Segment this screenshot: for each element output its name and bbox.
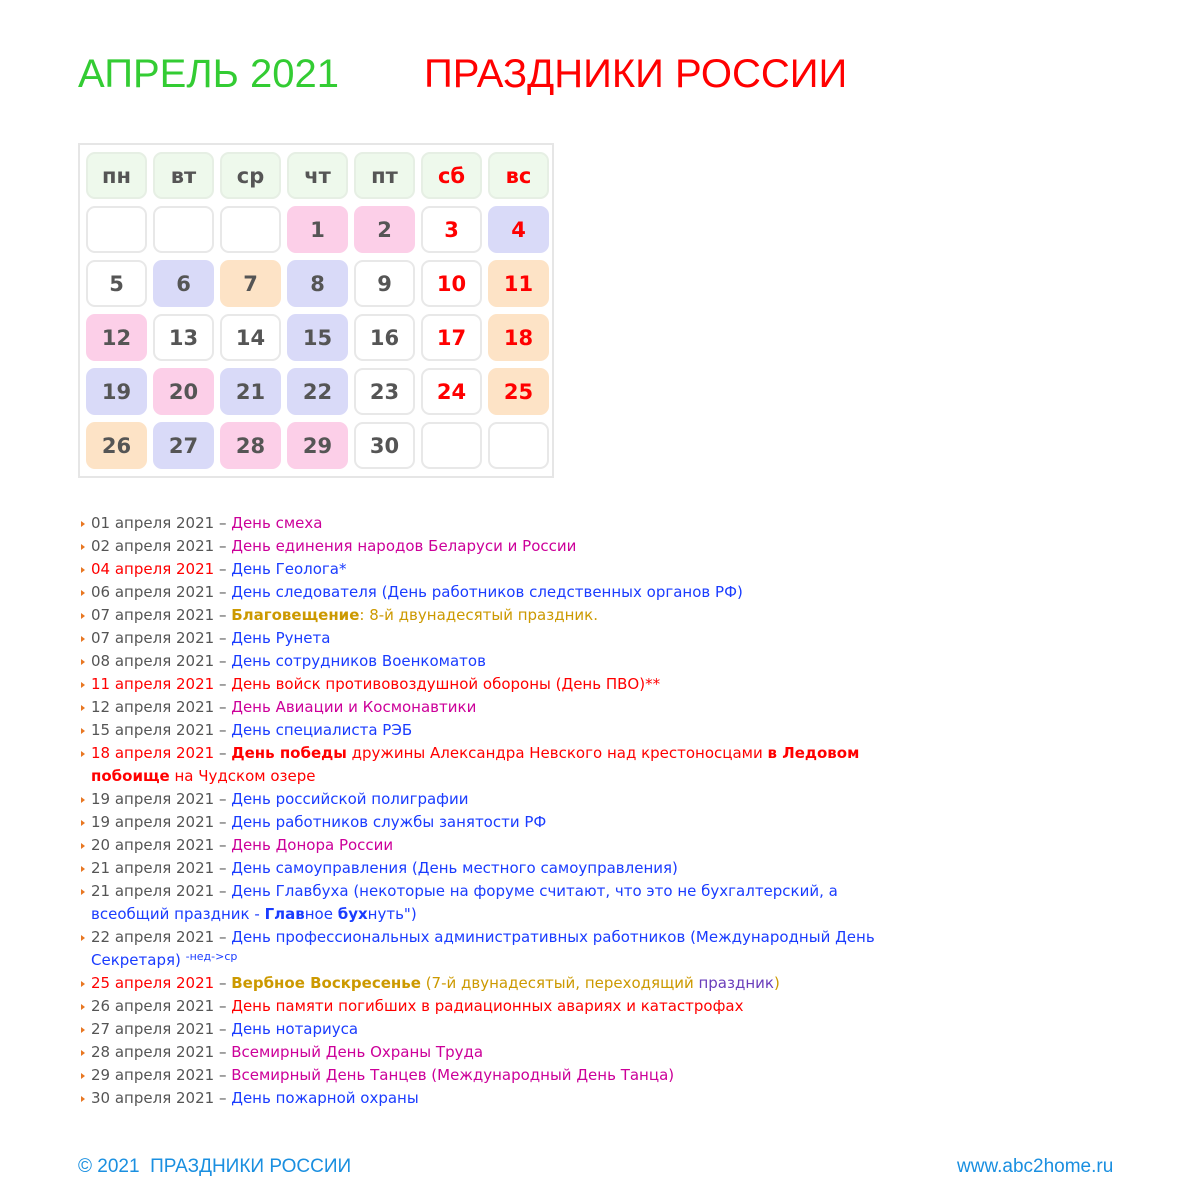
holiday-item: [78, 857, 878, 880]
holiday-item: [78, 696, 878, 719]
calendar-empty-cell: [220, 206, 281, 253]
calendar-day: 18: [488, 314, 549, 361]
holiday-name: День победы: [231, 744, 347, 762]
holiday-name: ): [773, 974, 780, 992]
calendar-empty-cell: [86, 206, 147, 253]
holiday-dash: –: [214, 813, 232, 831]
holiday-item: [78, 627, 878, 650]
calendar-day: 6: [153, 260, 214, 307]
holiday-item: [78, 673, 878, 696]
holiday-dash: –: [214, 514, 232, 532]
weekday-header: вс: [488, 152, 549, 199]
calendar-grid: [86, 152, 552, 469]
holiday-dash: –: [214, 652, 232, 670]
holiday-name: Всемирный День Танцев (Международный День Танца): [231, 1066, 675, 1084]
holiday-item: [78, 604, 878, 627]
holiday-name: День специалиста РЭБ: [231, 721, 413, 739]
holiday-dash: –: [214, 560, 232, 578]
holiday-date: 21 апреля 2021: [91, 859, 215, 877]
holiday-date: 15 апреля 2021: [91, 721, 215, 739]
holiday-item: [78, 581, 878, 604]
calendar-day: 2: [354, 206, 415, 253]
holiday-dash: –: [214, 1043, 232, 1061]
holiday-name: День сотрудников Военкоматов: [231, 652, 486, 670]
calendar-day: 4: [488, 206, 549, 253]
holiday-name: День памяти погибших в радиационных авариях и катастрофах: [231, 997, 744, 1015]
holiday-name: Всемирный День Охраны Труда: [231, 1043, 484, 1061]
holiday-dash: –: [214, 1020, 232, 1038]
holiday-item: [78, 719, 878, 742]
holiday-date: 19 апреля 2021: [91, 790, 215, 808]
footer-copyright: © 2021 ПРАЗДНИКИ РОССИИ: [78, 1156, 352, 1177]
holiday-name: дружины Александра Невского над крестоносцами: [346, 744, 768, 762]
holiday-date: 11 апреля 2021: [91, 675, 215, 693]
holiday-name: День нотариуса: [231, 1020, 359, 1038]
calendar-day: 8: [287, 260, 348, 307]
weekday-header: сб: [421, 152, 482, 199]
calendar-day: 7: [220, 260, 281, 307]
holiday-item: [78, 558, 878, 581]
holiday-dash: –: [214, 790, 232, 808]
calendar-day: 9: [354, 260, 415, 307]
holiday-date: 02 апреля 2021: [91, 537, 215, 555]
calendar-day: 19: [86, 368, 147, 415]
holiday-date: 22 апреля 2021: [91, 928, 215, 946]
holiday-item: [78, 1064, 878, 1087]
holiday-name: Глав: [264, 905, 305, 923]
holiday-name: День работников службы занятости РФ: [231, 813, 547, 831]
holiday-dash: –: [214, 629, 232, 647]
holiday-name: -нед->ср: [185, 950, 238, 963]
holiday-name: День единения народов Беларуси и России: [231, 537, 577, 555]
holiday-date: 01 апреля 2021: [91, 514, 215, 532]
holiday-name: День Главбуха (некоторые на форуме считают, что это не бухгалтерский, а всеобщий праздник -: [91, 882, 838, 923]
holiday-item: [78, 1018, 878, 1041]
weekday-header: чт: [287, 152, 348, 199]
weekday-header: ср: [220, 152, 281, 199]
calendar-day: 25: [488, 368, 549, 415]
holiday-dash: –: [214, 859, 232, 877]
holiday-item: [78, 880, 878, 926]
holiday-name: праздник: [698, 974, 774, 992]
holiday-date: 07 апреля 2021: [91, 629, 215, 647]
holiday-date: 30 апреля 2021: [91, 1089, 215, 1107]
holiday-name: Вербное Воскресенье: [231, 974, 421, 992]
holiday-dash: –: [214, 1066, 232, 1084]
holiday-dash: –: [214, 882, 232, 900]
holiday-date: 29 апреля 2021: [91, 1066, 215, 1084]
calendar-day: 13: [153, 314, 214, 361]
calendar-day: 21: [220, 368, 281, 415]
calendar-day: 20: [153, 368, 214, 415]
calendar-day: 27: [153, 422, 214, 469]
calendar-day: 10: [421, 260, 482, 307]
calendar-empty-cell: [421, 422, 482, 469]
holiday-item: [78, 1041, 878, 1064]
holiday-name: День войск противовоздушной обороны (День ПВО)**: [231, 675, 661, 693]
holiday-item: [78, 834, 878, 857]
calendar-day: 12: [86, 314, 147, 361]
holiday-date: 12 апреля 2021: [91, 698, 215, 716]
holiday-item: [78, 926, 878, 972]
calendar-day: 15: [287, 314, 348, 361]
holiday-name: День Рунета: [231, 629, 331, 647]
calendar-day: 3: [421, 206, 482, 253]
holiday-dash: –: [214, 744, 232, 762]
calendar-empty-cell: [153, 206, 214, 253]
holiday-dash: –: [214, 606, 232, 624]
holiday-name: нуть"): [367, 905, 417, 923]
holiday-list: [78, 512, 878, 1110]
holiday-dash: –: [214, 928, 232, 946]
holiday-dash: –: [214, 698, 232, 716]
calendar-day: 11: [488, 260, 549, 307]
calendar-day: 30: [354, 422, 415, 469]
holiday-dash: –: [214, 1089, 232, 1107]
holiday-date: 27 апреля 2021: [91, 1020, 215, 1038]
holiday-item: [78, 650, 878, 673]
calendar-day: 17: [421, 314, 482, 361]
holiday-item: [78, 788, 878, 811]
holiday-date: 21 апреля 2021: [91, 882, 215, 900]
calendar-day: 26: [86, 422, 147, 469]
holiday-date: 07 апреля 2021: [91, 606, 215, 624]
holiday-date: 18 апреля 2021: [91, 744, 215, 762]
holiday-name: День российской полиграфии: [231, 790, 469, 808]
holiday-name: в Ледовом побоище: [91, 744, 860, 785]
holiday-name: День Авиации и Космонавтики: [231, 698, 477, 716]
weekday-header: пт: [354, 152, 415, 199]
holiday-name: День самоуправления (День местного самоуправления): [231, 859, 678, 877]
holiday-name: День следователя (День работников следственных органов РФ): [231, 583, 743, 601]
calendar-day: 5: [86, 260, 147, 307]
holiday-name: День Геолога*: [231, 560, 347, 578]
holiday-dash: –: [214, 721, 232, 739]
holiday-item: [78, 535, 878, 558]
weekday-header: пн: [86, 152, 147, 199]
holiday-dash: –: [214, 583, 232, 601]
holiday-date: 20 апреля 2021: [91, 836, 215, 854]
holiday-name: День Донора России: [231, 836, 394, 854]
holiday-item: [78, 972, 878, 995]
holiday-dash: –: [214, 675, 232, 693]
holiday-name: (7-й двунадесятый, переходящий: [420, 974, 699, 992]
holiday-name: бух: [337, 905, 368, 923]
calendar-day: 23: [354, 368, 415, 415]
calendar-day: 28: [220, 422, 281, 469]
holiday-date: 26 апреля 2021: [91, 997, 215, 1015]
calendar-day: 1: [287, 206, 348, 253]
holiday-item: [78, 811, 878, 834]
holiday-date: 19 апреля 2021: [91, 813, 215, 831]
holiday-date: 08 апреля 2021: [91, 652, 215, 670]
calendar-day: 22: [287, 368, 348, 415]
weekday-header: вт: [153, 152, 214, 199]
calendar-day: 14: [220, 314, 281, 361]
holiday-dash: –: [214, 537, 232, 555]
holiday-name: Благовещение: [231, 606, 360, 624]
holiday-item: [78, 995, 878, 1018]
calendar-day: 24: [421, 368, 482, 415]
holiday-date: 04 апреля 2021: [91, 560, 215, 578]
holiday-name: День пожарной охраны: [231, 1089, 419, 1107]
holiday-dash: –: [214, 836, 232, 854]
holiday-name: День профессиональных административных работников (Международный День Секретаря): [91, 928, 875, 969]
site-title: ПРАЗДНИКИ РОССИИ: [424, 52, 848, 96]
calendar-empty-cell: [488, 422, 549, 469]
holiday-name: День смеха: [231, 514, 323, 532]
holiday-date: 28 апреля 2021: [91, 1043, 215, 1061]
holiday-dash: –: [214, 974, 232, 992]
holiday-item: [78, 512, 878, 535]
holiday-name: : 8-й двунадесятый праздник.: [359, 606, 598, 624]
holiday-date: 25 апреля 2021: [91, 974, 215, 992]
holiday-name: ное: [304, 905, 338, 923]
holiday-date: 06 апреля 2021: [91, 583, 215, 601]
month-title: АПРЕЛЬ 2021: [78, 52, 339, 96]
holiday-item: [78, 742, 878, 788]
calendar-day: 16: [354, 314, 415, 361]
holiday-dash: –: [214, 997, 232, 1015]
holiday-item: [78, 1087, 878, 1110]
holiday-name: на Чудском озере: [169, 767, 316, 785]
footer-site-link[interactable]: www.abc2home.ru: [957, 1156, 1114, 1177]
calendar-day: 29: [287, 422, 348, 469]
month-calendar: [78, 143, 554, 478]
